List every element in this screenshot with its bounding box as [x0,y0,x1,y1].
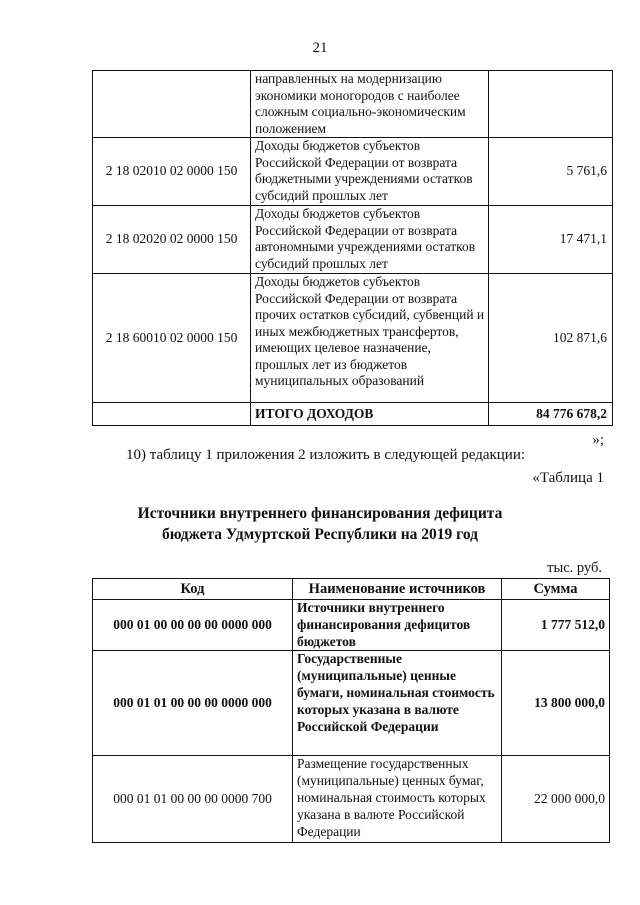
income-code-cell: 2 18 60010 02 0000 150 [93,274,251,403]
source-code-cell: 000 01 01 00 00 00 0000 700 [93,756,293,843]
income-name-cell: Доходы бюджетов субъектов Российской Федерации от возврата бюджетными учреждениями остатков субсидий прошлых лет [251,138,489,206]
table-header-row [93,579,610,600]
income-total-sum: 84 776 678,2 [489,403,613,426]
section-title [0,503,640,545]
source-sum-cell: 22 000 000,0 [502,756,610,843]
table-row [93,71,613,138]
source-code-cell: 000 01 00 00 00 00 0000 000 [93,600,293,651]
income-total-code-cell [93,403,251,426]
source-name-cell: Источники внутреннего финансирования дефицитов бюджетов [293,600,502,651]
income-total-label: ИТОГО ДОХОДОВ [251,403,489,426]
income-sum-cell: 17 471,1 [489,206,613,274]
income-total-row [93,403,613,426]
section-title-line-1: Источники внутреннего финансирования дефицита [137,505,503,522]
income-code-cell [93,71,251,138]
header-sum: Сумма [502,579,610,600]
page-number: 21 [312,40,328,56]
source-sum-cell: 13 800 000,0 [502,651,610,756]
units-label: тыс. руб. [547,560,602,576]
income-table [92,70,613,426]
table-row [93,651,610,756]
section-title-line-2: бюджета Удмуртской Республики на 2019 год [162,526,478,543]
income-code-cell: 2 18 02020 02 0000 150 [93,206,251,274]
table-row [93,274,613,403]
source-name-cell: Государственные (муниципальные) ценные бумаги, номинальная стоимость которых указана в валюте Российской Федерации [293,651,502,756]
closing-quote-mark: »; [592,432,604,448]
financing-sources-table [92,578,610,843]
amendment-instruction: 10) таблицу 1 приложения 2 изложить в следующей редакции: [126,447,526,463]
table-row [93,138,613,206]
header-code: Код [93,579,293,600]
income-code-cell: 2 18 02010 02 0000 150 [93,138,251,206]
income-name-cell: Доходы бюджетов субъектов Российской Федерации от возврата прочих остатков субсидий, субвенций и иных межбюджетных трансфертов, имеющих целевое назначение, прошлых лет из бюджетов муниципальных образований [251,274,489,403]
source-name-cell: Размещение государственных (муниципальные) ценных бумаг, номинальная стоимость которых указана в валюте Российской Федерации [293,756,502,843]
income-sum-cell: 5 761,6 [489,138,613,206]
income-sum-cell [489,71,613,138]
table-row [93,756,610,843]
source-sum-cell: 1 777 512,0 [502,600,610,651]
income-sum-cell: 102 871,6 [489,274,613,403]
table-caption: «Таблица 1 [532,470,604,486]
table-row [93,206,613,274]
income-name-cell: направленных на модернизацию экономики моногородов с наиболее сложным социально-экономическим положением [251,71,489,138]
income-name-cell: Доходы бюджетов субъектов Российской Федерации от возврата автономными учреждениями остатков субсидий прошлых лет [251,206,489,274]
header-name: Наименование источников [293,579,502,600]
source-code-cell: 000 01 01 00 00 00 0000 000 [93,651,293,756]
table-row [93,600,610,651]
